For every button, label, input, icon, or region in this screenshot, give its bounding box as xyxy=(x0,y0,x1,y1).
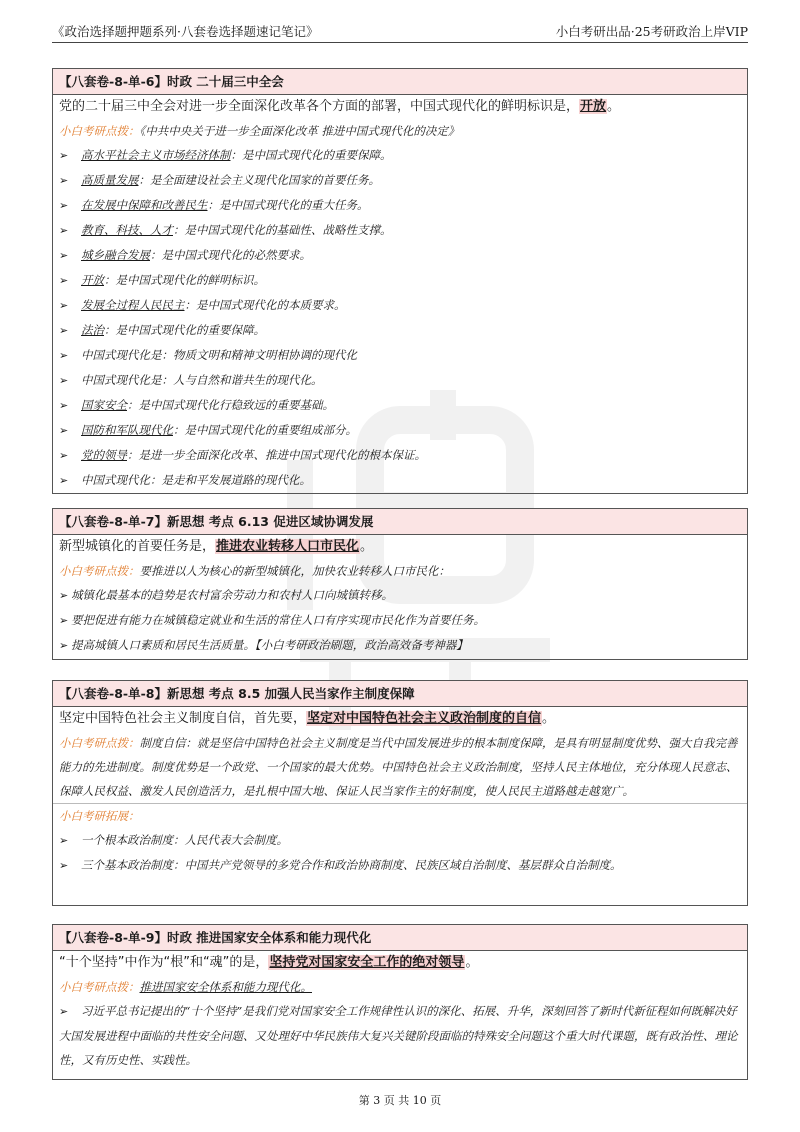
page-footer: 第 3 页 共 10 页 xyxy=(358,1094,442,1107)
answer: 开放 xyxy=(580,99,607,114)
list-item xyxy=(53,243,747,268)
list-item xyxy=(53,318,747,343)
note-text: 推进国家安全体系和能力现代化。 xyxy=(139,980,312,994)
item-desc: ：是中国式现代化的重要保障。 xyxy=(230,148,392,162)
list-item xyxy=(53,853,747,878)
note-label: 小白考研点拨： xyxy=(59,124,140,138)
section-title: 【八套卷-8-单-8】新思想 考点 8.5 加强人民当家作主制度保障 xyxy=(53,681,747,707)
item-desc: ：是走和平发展道路的现代化。 xyxy=(150,473,311,487)
arrow-icon: ➢ xyxy=(59,324,69,337)
arrow-icon: ➢ xyxy=(59,614,69,627)
list-item xyxy=(53,368,747,393)
note-label: 小白考研点拨： xyxy=(59,736,140,750)
question-text: 坚定中国特色社会主义制度自信，首先要， xyxy=(59,711,307,726)
note-label: 小白考研点拨： xyxy=(59,564,140,578)
item-desc: ：是中国式现代化的重要保障。 xyxy=(104,323,265,337)
answer: 坚持党对国家安全工作的绝对领导 xyxy=(269,955,465,970)
item-desc: ：物质文明和精神文明相协调的现代化 xyxy=(161,348,357,362)
item-term: 中国式现代化是 xyxy=(81,373,162,387)
list-item xyxy=(53,293,747,318)
arrow-icon: ➢ xyxy=(59,834,69,847)
answer: 推进农业转移人口市民化 xyxy=(216,539,360,554)
item-text: 三个基本政治制度：中国共产党领导的多党合作和政治协商制度、民族区域自治制度、基层群众自治制度。 xyxy=(81,858,622,872)
item-term: 高质量发展 xyxy=(81,173,139,187)
item-term: 党的领导 xyxy=(81,448,127,462)
item-term: 在发展中保障和改善民生 xyxy=(81,198,208,212)
extension xyxy=(53,803,747,828)
item-desc: ：是中国式现代化的重要组成部分。 xyxy=(173,423,357,437)
list-item xyxy=(53,168,747,193)
list-item xyxy=(53,268,747,293)
item-term: 国防和军队现代化 xyxy=(81,423,173,437)
arrow-icon: ➢ xyxy=(59,299,69,312)
list-item xyxy=(53,583,747,608)
item-term: 法治 xyxy=(81,323,104,337)
question xyxy=(53,951,747,975)
section-box-2 xyxy=(52,508,748,660)
section-box-3 xyxy=(52,680,748,906)
arrow-icon: ➢ xyxy=(59,474,69,487)
arrow-icon: ➢ xyxy=(59,859,69,872)
section-title: 【八套卷-8-单-6】时政 二十届三中全会 xyxy=(53,69,747,95)
item-desc: ：是中国式现代化的鲜明标识。 xyxy=(104,273,265,287)
item-text: 提高城镇人口素质和居民生活质量。【小白考研政治刷题，政治高效备考神器】 xyxy=(71,638,468,652)
arrow-icon: ➢ xyxy=(59,349,69,362)
item-term: 高水平社会主义市场经济体制 xyxy=(81,148,231,162)
note-text: 制度自信：就是坚信中国特色社会主义制度是当代中国发展进步的根本制度保障，是具有明显制度优势、强大自我完善能力的先进制度。制度优势是一个政党、一个国家的最大优势。中国特色社会主义政治制度，坚持人民主体地位，充分体现人民意志、保障人民权益、激发人民创造活力，是扎根中国大地、保证人民当家作主的好制度，使人民民主道路越走越宽广。 xyxy=(59,736,738,798)
item-term: 发展全过程人民民主 xyxy=(81,298,185,312)
item-text: 要把促进有能力在城镇稳定就业和生活的常住人口有序实现市民化作为首要任务。 xyxy=(71,613,485,627)
body-paragraph: 习近平总书记提出的“十个坚持”是我们党对国家安全工作规律性认识的深化、拓展、升华，深刻回答了新时代新征程如何既解决好大国发展进程中面临的共性安全问题、又处理好中华民族伟大复兴关键阶段面临的特殊安全问题这个重大时代课题，既有政治性、理论性，又有历史性、实践性。 xyxy=(59,1004,738,1067)
item-text: 城镇化最基本的趋势是农村富余劳动力和农村人口向城镇转移。 xyxy=(71,588,393,602)
arrow-icon: ➢ xyxy=(59,1005,69,1018)
question-end: 。 xyxy=(465,955,479,970)
note xyxy=(53,559,747,583)
item-desc: ：是中国式现代化的本质要求。 xyxy=(184,298,346,312)
item-desc: ：是中国式现代化的重大任务。 xyxy=(207,198,369,212)
list-item xyxy=(53,633,747,658)
question-text: “十个坚持”中作为“根”和“魂”的是， xyxy=(59,955,269,970)
question xyxy=(53,95,747,119)
item-text: 一个根本政治制度：人民代表大会制度。 xyxy=(81,833,288,847)
item-term: 城乡融合发展 xyxy=(81,248,150,262)
arrow-icon: ➢ xyxy=(59,149,69,162)
list-item xyxy=(53,143,747,168)
list-item xyxy=(53,828,747,853)
arrow-icon: ➢ xyxy=(59,449,69,462)
arrow-icon: ➢ xyxy=(59,424,69,437)
item-desc: ：是进一步全面深化改革、推进中国式现代化的根本保证。 xyxy=(127,448,426,462)
arrow-icon: ➢ xyxy=(59,399,69,412)
answer: 坚定对中国特色社会主义政治制度的自信 xyxy=(307,711,542,726)
arrow-icon: ➢ xyxy=(59,639,69,652)
item-desc: ：人与自然和谐共生的现代化。 xyxy=(161,373,323,387)
list-item xyxy=(53,468,747,493)
arrow-icon: ➢ xyxy=(59,374,69,387)
arrow-icon: ➢ xyxy=(59,274,69,287)
section-title: 【八套卷-8-单-7】新思想 考点 6.13 促进区域协调发展 xyxy=(53,509,747,535)
section-box-4 xyxy=(52,924,748,1080)
header-left: 《政治选择题押题系列·八套卷选择题速记笔记》 xyxy=(52,24,319,39)
section-title: 【八套卷-8-单-9】时政 推进国家安全体系和能力现代化 xyxy=(53,925,747,951)
list-item xyxy=(53,218,747,243)
note xyxy=(53,975,747,999)
list-item xyxy=(53,193,747,218)
page-header xyxy=(52,20,748,43)
note xyxy=(53,731,747,803)
arrow-icon: ➢ xyxy=(59,174,69,187)
question xyxy=(53,535,747,559)
item-desc: ：是全面建设社会主义现代化国家的首要任务。 xyxy=(138,173,380,187)
note xyxy=(53,119,747,143)
item-term: 开放 xyxy=(81,273,104,287)
question xyxy=(53,707,747,731)
list-item xyxy=(53,393,747,418)
item-term: 教育、科技、人才 xyxy=(81,223,173,237)
body-text xyxy=(53,999,747,1072)
header-right: 小白考研出品·25考研政治上岸VIP xyxy=(555,24,748,39)
arrow-icon: ➢ xyxy=(59,249,69,262)
item-term: 中国式现代化是 xyxy=(81,348,162,362)
question-end: 。 xyxy=(542,711,556,726)
question-end: 。 xyxy=(360,539,374,554)
list-item xyxy=(53,343,747,368)
list-item xyxy=(53,608,747,633)
item-term: 中国式现代化 xyxy=(81,473,150,487)
question-text: 新型城镇化的首要任务是， xyxy=(59,539,216,554)
list-item xyxy=(53,443,747,468)
item-desc: ：是中国式现代化行稳致远的重要基础。 xyxy=(127,398,334,412)
item-term: 国家安全 xyxy=(81,398,127,412)
arrow-icon: ➢ xyxy=(59,224,69,237)
question-end: 。 xyxy=(607,99,621,114)
section-box-1 xyxy=(52,68,748,494)
item-desc: ：是中国式现代化的基础性、战略性支撑。 xyxy=(173,223,392,237)
ext-label: 小白考研拓展： xyxy=(59,809,140,823)
arrow-icon: ➢ xyxy=(59,199,69,212)
note-text: 《中共中央关于进一步全面深化改革 推进中国式现代化的决定》 xyxy=(139,124,460,138)
question-text: 党的二十届三中全会对进一步全面深化改革各个方面的部署，中国式现代化的鲜明标识是， xyxy=(59,99,580,114)
note-label: 小白考研点拨： xyxy=(59,980,140,994)
item-desc: ：是中国式现代化的必然要求。 xyxy=(150,248,311,262)
list-item xyxy=(53,418,747,443)
arrow-icon: ➢ xyxy=(59,589,69,602)
note-text: 要推进以人为核心的新型城镇化，加快农业转移人口市民化： xyxy=(139,564,450,578)
